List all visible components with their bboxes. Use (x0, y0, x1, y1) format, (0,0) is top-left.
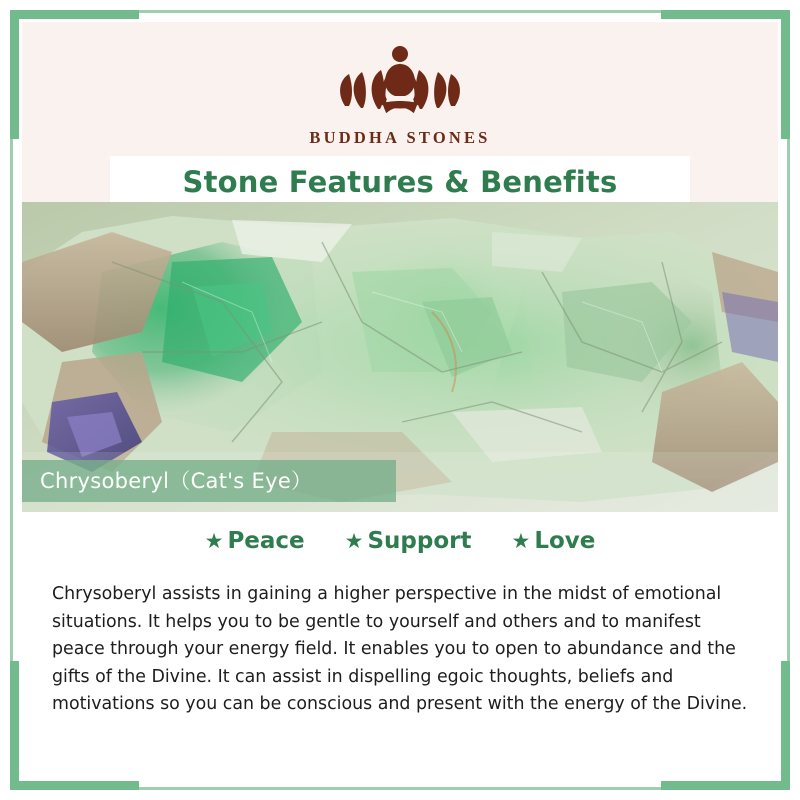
header (22, 22, 778, 202)
description-text: Chrysoberyl assists in gaining a higher perspective in the midst of emotional situations. It helps you to be gentle to yourself and others and to manifest peace through your energy field. It enables you to open to abundance and the gifts of the Divine. It can assist in dispelling egoic thoughts, beliefs and motivations so you can be conscious and present with the energy of the Divine. (52, 584, 748, 715)
page-title: Stone Features & Benefits (182, 165, 618, 199)
stone-name-caption: Chrysoberyl（Cat's Eye） (22, 460, 396, 502)
brand-logo (309, 34, 490, 148)
benefit-label: Support (367, 528, 472, 554)
content-card (22, 22, 778, 778)
benefit-label: Love (534, 528, 596, 554)
star-icon: ★ (344, 528, 364, 553)
benefit-support (345, 528, 472, 554)
benefit-peace (205, 528, 305, 554)
star-icon: ★ (511, 528, 531, 553)
star-icon: ★ (204, 528, 224, 553)
lotus-meditation-icon (325, 34, 475, 126)
title-band (110, 156, 690, 208)
brand-name: BUDDHA STONES (309, 128, 491, 147)
hero-image (22, 202, 778, 512)
benefit-love (512, 528, 596, 554)
benefits-row (22, 512, 778, 560)
benefit-label: Peace (227, 528, 305, 554)
bottom-spacer (22, 736, 778, 776)
